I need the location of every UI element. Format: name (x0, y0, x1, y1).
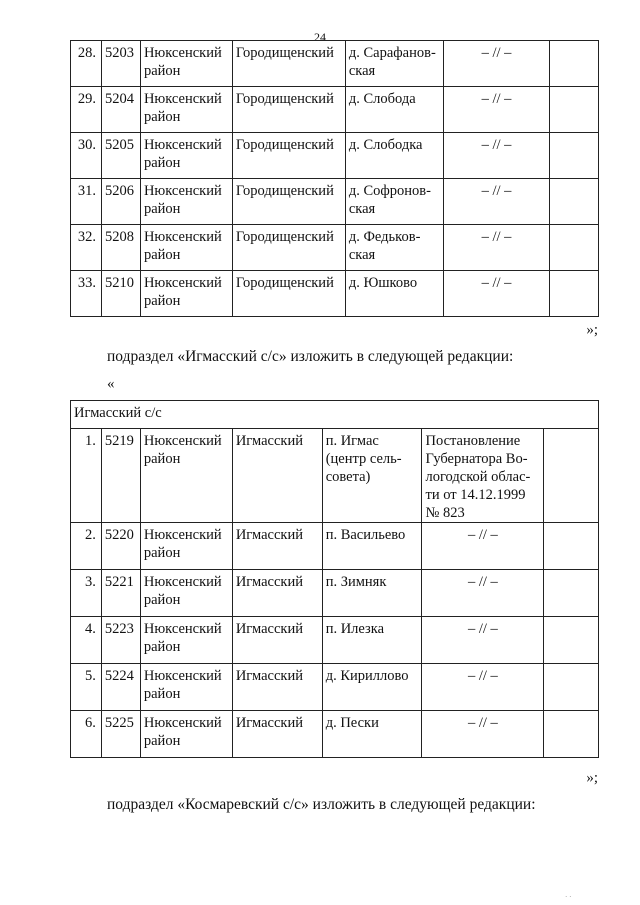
settlement-name: д. Юшково (345, 271, 443, 317)
settlement-name: д. Кириллово (322, 664, 422, 711)
row-number: 1. (71, 429, 102, 523)
table-row (71, 617, 599, 664)
table-row (71, 570, 599, 617)
settlements-table-gorodishchensky (70, 40, 599, 317)
note-cell (550, 41, 599, 87)
district-cell: Нюксенский район (140, 271, 232, 317)
settlement-code: 5224 (101, 664, 140, 711)
council-cell: Городищенский (232, 41, 345, 87)
district-cell: Нюксенский район (140, 41, 232, 87)
council-cell: Игмасский (232, 570, 322, 617)
table-row (71, 225, 599, 271)
settlement-code: 5221 (101, 570, 140, 617)
settlement-code: 5204 (101, 87, 140, 133)
note-cell (544, 664, 599, 711)
settlement-code: 5205 (101, 133, 140, 179)
row-number: 4. (71, 617, 102, 664)
opening-quote: « (107, 376, 115, 392)
district-cell: Нюксенский район (140, 617, 232, 664)
council-cell: Городищенский (232, 271, 345, 317)
table-row (71, 429, 599, 523)
document-cell: – // – (422, 523, 544, 570)
table-row (71, 133, 599, 179)
row-number: 33. (71, 271, 102, 317)
council-cell: Городищенский (232, 133, 345, 179)
document-cell: – // – (443, 271, 549, 317)
document-cell: – // – (422, 617, 544, 664)
table-row (71, 271, 599, 317)
closing-quote: »; (586, 322, 598, 338)
council-cell: Городищенский (232, 179, 345, 225)
note-cell (550, 271, 599, 317)
council-cell: Игмасский (232, 711, 322, 758)
note-cell (550, 179, 599, 225)
document-cell: – // – (422, 711, 544, 758)
district-cell: Нюксенский район (140, 225, 232, 271)
table-row (71, 87, 599, 133)
instruction-paragraph: подраздел «Космаревский с/с» изложить в следующей редакции: (107, 796, 536, 813)
document-cell: – // – (443, 225, 549, 271)
district-cell: Нюксенский район (140, 87, 232, 133)
council-cell: Игмасский (232, 664, 322, 711)
settlement-code: 5206 (101, 179, 140, 225)
district-cell: Нюксенский район (140, 429, 232, 523)
district-cell: Нюксенский район (140, 523, 232, 570)
settlement-name: п. Илезка (322, 617, 422, 664)
settlement-name: д. Пески (322, 711, 422, 758)
settlement-code: 5220 (101, 523, 140, 570)
table-row (71, 523, 599, 570)
closing-quote: »; (586, 770, 598, 786)
council-cell: Игмасский (232, 617, 322, 664)
settlement-name: п. Васильево (322, 523, 422, 570)
district-cell: Нюксенский район (140, 179, 232, 225)
row-number: 30. (71, 133, 102, 179)
document-cell: – // – (443, 41, 549, 87)
page-number: 24 (314, 30, 326, 44)
table-row (71, 179, 599, 225)
district-cell: Нюксенский район (140, 133, 232, 179)
settlement-code: 5208 (101, 225, 140, 271)
council-cell: Игмасский (232, 429, 322, 523)
district-cell: Нюксенский район (140, 664, 232, 711)
document-cell: – // – (443, 179, 549, 225)
table-row (71, 664, 599, 711)
section-title: Игмасский с/с (71, 401, 599, 429)
instruction-paragraph: подраздел «Игмасский с/с» изложить в следующей редакции: (107, 348, 514, 365)
table-row (71, 41, 599, 87)
note-cell (550, 225, 599, 271)
settlement-name: п. Игмас (центр сель-совета) (322, 429, 422, 523)
row-number: 5. (71, 664, 102, 711)
district-cell: Нюксенский район (140, 711, 232, 758)
note-cell (550, 87, 599, 133)
document-cell: Постановление Губернатора Во-логодской облас-ти от 14.12.1999 № 823 (422, 429, 544, 523)
row-number: 28. (71, 41, 102, 87)
note-cell (544, 570, 599, 617)
council-cell: Городищенский (232, 87, 345, 133)
document-cell: – // – (422, 664, 544, 711)
settlement-code: 5219 (101, 429, 140, 523)
settlement-name: д. Федьков-ская (345, 225, 443, 271)
council-cell: Игмасский (232, 523, 322, 570)
settlement-name: д. Сарафанов-ская (345, 41, 443, 87)
settlement-name: д. Софронов-ская (345, 179, 443, 225)
district-cell: Нюксенский район (140, 570, 232, 617)
row-number: 32. (71, 225, 102, 271)
settlement-code: 5210 (101, 271, 140, 317)
settlement-name: д. Слободка (345, 133, 443, 179)
row-number: 29. (71, 87, 102, 133)
settlement-name: д. Слобода (345, 87, 443, 133)
settlements-table-igmassky (70, 400, 599, 758)
document-cell: – // – (443, 87, 549, 133)
row-number: 3. (71, 570, 102, 617)
note-cell (544, 429, 599, 523)
document-cell: – // – (422, 570, 544, 617)
row-number: 6. (71, 711, 102, 758)
note-cell (544, 617, 599, 664)
row-number: 2. (71, 523, 102, 570)
note-cell (544, 711, 599, 758)
table-row (71, 711, 599, 758)
note-cell (550, 133, 599, 179)
corner-mark: · · (565, 893, 572, 901)
settlement-code: 5203 (101, 41, 140, 87)
settlement-code: 5225 (101, 711, 140, 758)
settlement-name: п. Зимняк (322, 570, 422, 617)
document-cell: – // – (443, 133, 549, 179)
settlement-code: 5223 (101, 617, 140, 664)
note-cell (544, 523, 599, 570)
council-cell: Городищенский (232, 225, 345, 271)
row-number: 31. (71, 179, 102, 225)
